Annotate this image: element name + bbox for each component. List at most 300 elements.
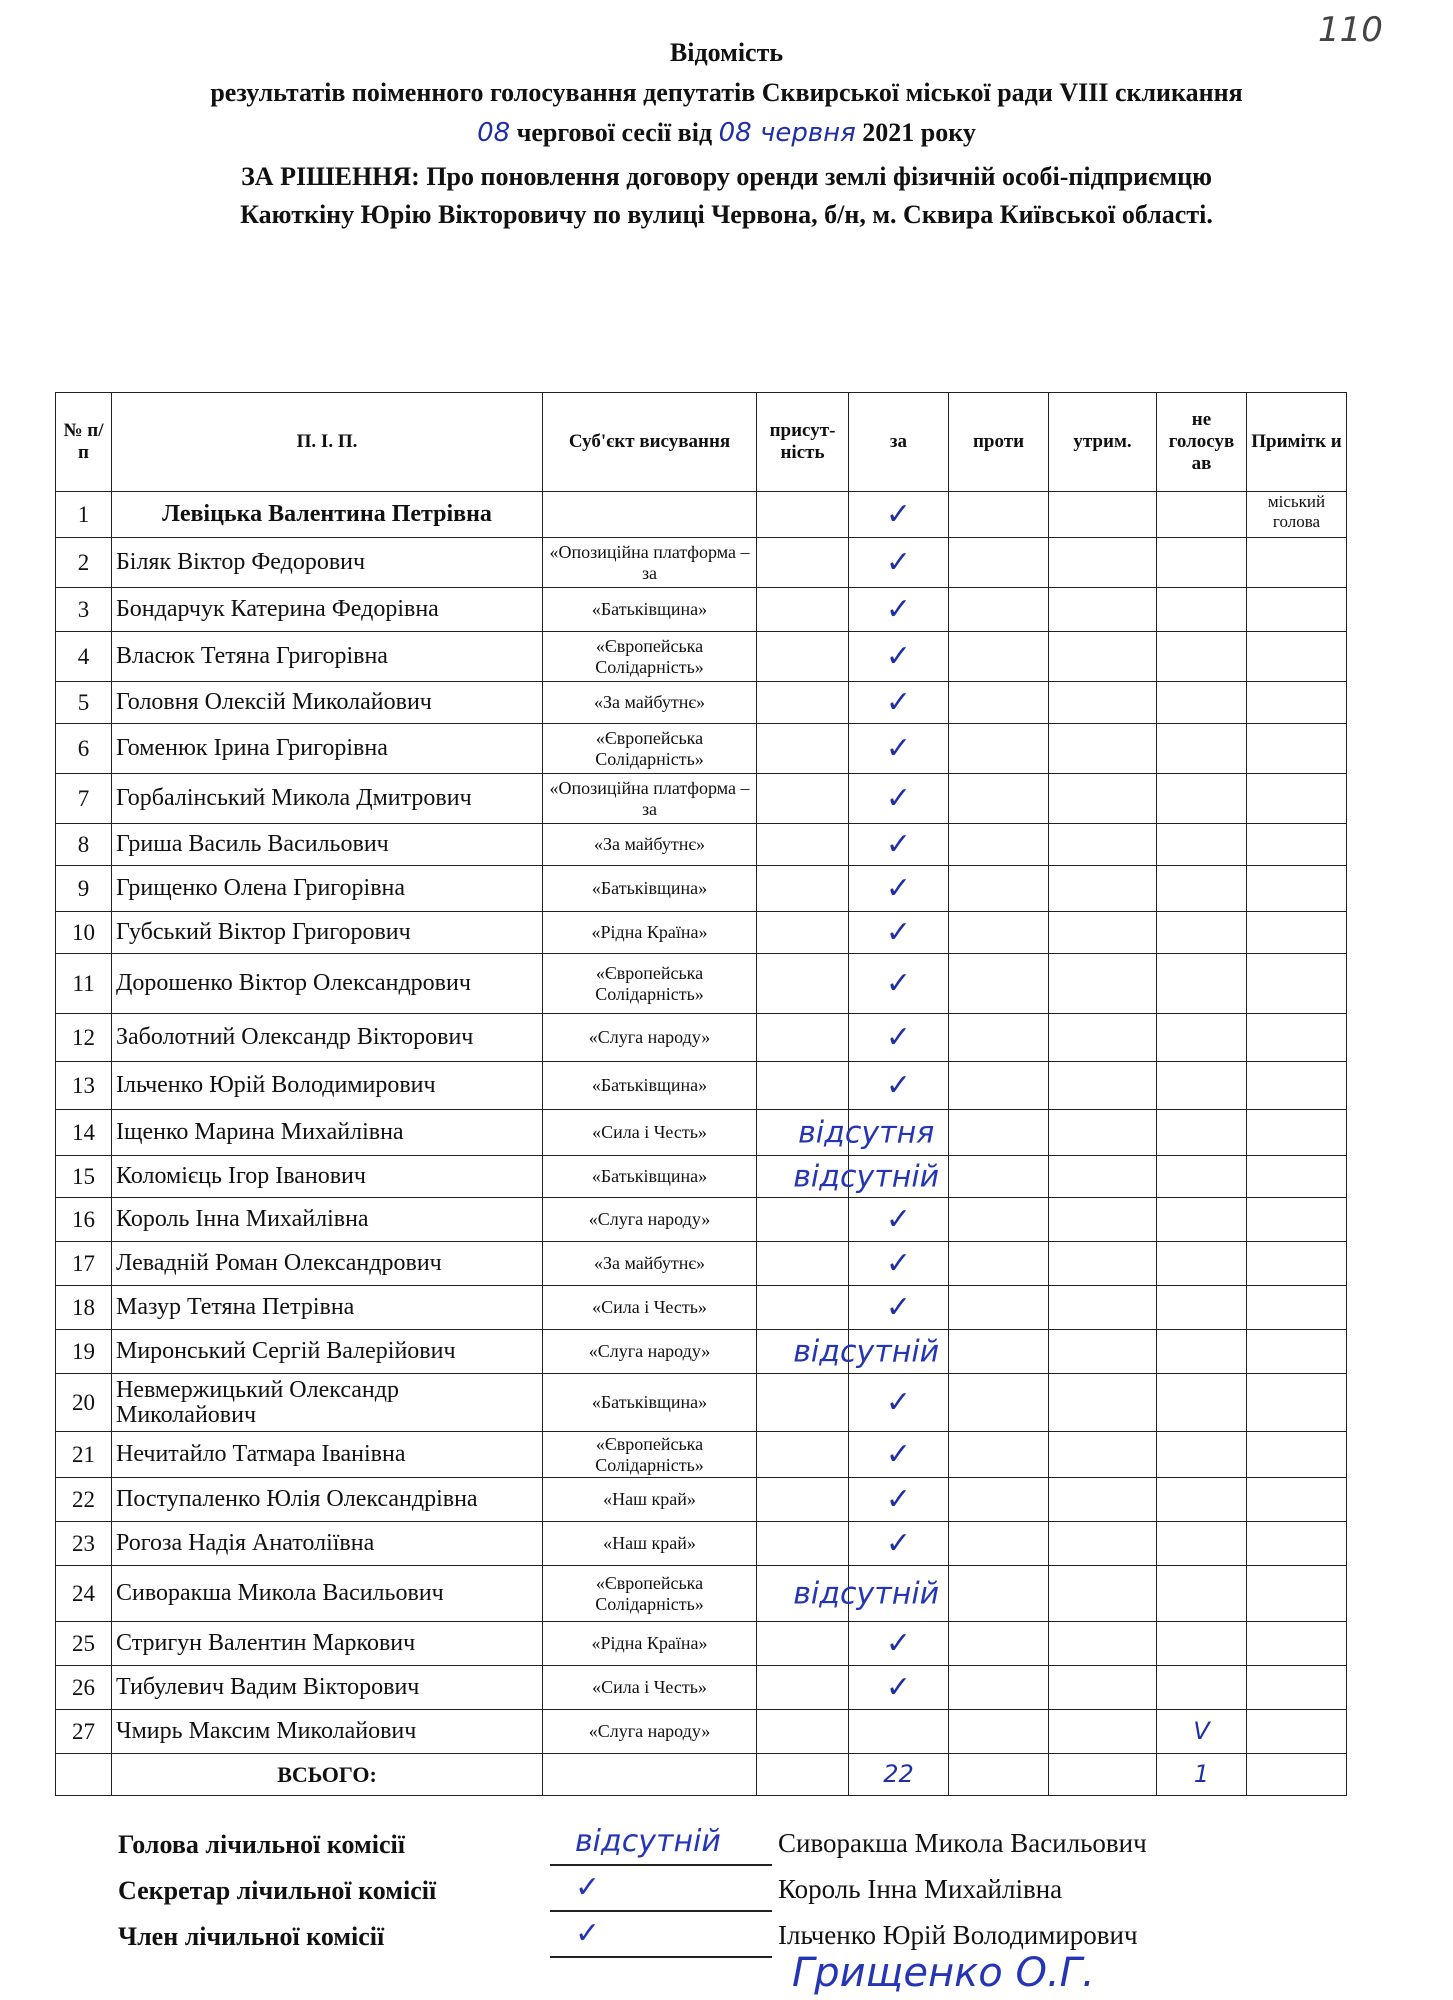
vote-for-cell <box>849 724 949 774</box>
row-number: 17 <box>56 1242 112 1286</box>
commission-role: Член лічильної комісії <box>118 1922 385 1951</box>
deputy-name: Левадній Роман Олександрович <box>112 1242 543 1286</box>
notes-cell <box>1247 912 1347 954</box>
row-number: 22 <box>56 1478 112 1522</box>
notes-cell <box>1247 1110 1347 1156</box>
col-header-against: проти <box>949 393 1049 492</box>
vote-table <box>55 392 1347 1796</box>
commission-signature: ✓ <box>575 1870 601 1905</box>
table-row <box>56 1710 1347 1754</box>
presence-cell <box>757 632 849 682</box>
signature-mark: ✓ <box>885 1626 912 1661</box>
not-voted-cell <box>1157 824 1247 866</box>
presence-cell <box>757 1522 849 1566</box>
signature-mark: ✓ <box>885 1068 912 1103</box>
vote-abstain-cell <box>1049 774 1157 824</box>
vote-for-cell <box>849 1522 949 1566</box>
table-row <box>56 1110 1347 1156</box>
vote-abstain-cell <box>1049 1286 1157 1330</box>
notes-cell <box>1247 1242 1347 1286</box>
commission-role: Секретар лічильної комісії <box>118 1876 437 1905</box>
row-number: 12 <box>56 1014 112 1062</box>
vote-abstain-cell <box>1049 1062 1157 1110</box>
deputy-name: Головня Олексій Миколайович <box>112 682 543 724</box>
nominating-party: «Сила і Честь» <box>543 1110 757 1156</box>
nominating-party: «Батьківщина» <box>543 588 757 632</box>
notes-cell <box>1247 954 1347 1014</box>
vote-against-cell <box>949 954 1049 1014</box>
extra-handwritten-signature: Грищенко О.Г. <box>792 1950 1095 1996</box>
nominating-party: «Батьківщина» <box>543 1156 757 1198</box>
signature-mark: ✓ <box>885 1526 912 1561</box>
table-row <box>56 866 1347 912</box>
deputy-name: Губський Віктор Григорович <box>112 912 543 954</box>
row-number: 5 <box>56 682 112 724</box>
notes-cell <box>1247 774 1347 824</box>
table-header-row <box>56 393 1347 492</box>
vote-for-cell <box>849 1432 949 1478</box>
notes-cell <box>1247 1666 1347 1710</box>
not-voted-cell <box>1157 588 1247 632</box>
commission-member-name: Король Інна Михайлівна <box>778 1874 1063 1904</box>
presence-cell <box>757 1242 849 1286</box>
vote-against-cell <box>949 492 1049 538</box>
col-header-name: П. І. П. <box>112 393 543 492</box>
vote-abstain-cell <box>1049 1666 1157 1710</box>
vote-abstain-cell <box>1049 1330 1157 1374</box>
vote-against-cell <box>949 1110 1049 1156</box>
presence-cell <box>757 1432 849 1478</box>
deputy-name: Біляк Віктор Федорович <box>112 538 543 588</box>
signature-mark: ✓ <box>885 1246 912 1281</box>
row-number: 10 <box>56 912 112 954</box>
signature-mark: ✓ <box>885 1202 912 1237</box>
vote-against-cell <box>949 1522 1049 1566</box>
row-number: 19 <box>56 1330 112 1374</box>
not-voted-cell <box>1157 538 1247 588</box>
row-number: 20 <box>56 1374 112 1432</box>
vote-against-cell <box>949 824 1049 866</box>
row-number: 11 <box>56 954 112 1014</box>
notes-cell <box>1247 1566 1347 1622</box>
vote-abstain-cell <box>1049 1014 1157 1062</box>
notes-cell <box>1247 538 1347 588</box>
vote-against-cell <box>949 866 1049 912</box>
not-voted-cell <box>1157 1522 1247 1566</box>
table-row <box>56 1622 1347 1666</box>
deputy-name: Іщенко Марина Михайлівна <box>112 1110 543 1156</box>
notes-cell: міський голова <box>1247 492 1347 538</box>
nominating-party: «За майбутнє» <box>543 1242 757 1286</box>
col-header-for: за <box>849 393 949 492</box>
signature-mark: ✓ <box>885 1385 912 1420</box>
vote-against-cell <box>949 1566 1049 1622</box>
presence-cell <box>757 1622 849 1666</box>
vote-abstain-cell <box>1049 866 1157 912</box>
presence-cell <box>757 954 849 1014</box>
vote-against-cell <box>949 1286 1049 1330</box>
deputy-name: Грищенко Олена Григорівна <box>112 866 543 912</box>
col-header-presence: присут-ність <box>757 393 849 492</box>
absent-note: відсутня <box>798 1115 935 1150</box>
decision-line-2: Каюткіну Юрію Вікторовичу по вулиці Червона, б/н, м. Сквира Київської області. <box>240 200 1213 229</box>
vote-abstain-cell <box>1049 824 1157 866</box>
vote-abstain-cell <box>1049 912 1157 954</box>
not-voted-cell <box>1157 632 1247 682</box>
signature-mark: ✓ <box>885 871 912 906</box>
nominating-party: «Батьківщина» <box>543 1374 757 1432</box>
vote-abstain-cell <box>1049 588 1157 632</box>
presence-cell <box>757 1198 849 1242</box>
notes-cell <box>1247 1374 1347 1432</box>
nominating-party: «Наш край» <box>543 1522 757 1566</box>
presence-cell <box>757 1710 849 1754</box>
presence-cell <box>757 1062 849 1110</box>
col-header-party: Суб'єкт висування <box>543 393 757 492</box>
deputy-name: Горбалінський Микола Дмитрович <box>112 774 543 824</box>
vote-against-cell <box>949 588 1049 632</box>
notes-cell <box>1247 1522 1347 1566</box>
absent-note: відсутній <box>793 1334 940 1369</box>
presence-cell <box>757 1374 849 1432</box>
vote-abstain-cell <box>1049 1198 1157 1242</box>
not-voted-cell <box>1157 866 1247 912</box>
presence-cell <box>757 774 849 824</box>
vote-abstain-cell <box>1049 1110 1157 1156</box>
vote-against-cell <box>949 538 1049 588</box>
presence-cell <box>757 866 849 912</box>
table-row <box>56 1478 1347 1522</box>
vote-abstain-cell <box>1049 1374 1157 1432</box>
page-number: 110 <box>1318 10 1383 50</box>
signature-mark: ✓ <box>885 781 912 816</box>
row-number: 2 <box>56 538 112 588</box>
table-row <box>56 492 1347 538</box>
not-voted-cell <box>1157 1156 1247 1198</box>
presence-cell <box>757 492 849 538</box>
vote-for-cell <box>849 538 949 588</box>
nominating-party: «Європейська Солідарність» <box>543 1432 757 1478</box>
table-row <box>56 1330 1347 1374</box>
vote-abstain-cell <box>1049 682 1157 724</box>
not-voted-cell <box>1157 492 1247 538</box>
row-number: 23 <box>56 1522 112 1566</box>
vote-against-cell <box>949 1666 1049 1710</box>
notes-cell <box>1247 1062 1347 1110</box>
row-number: 16 <box>56 1198 112 1242</box>
nominating-party: «Сила і Честь» <box>543 1286 757 1330</box>
vote-abstain-cell <box>1049 724 1157 774</box>
table-row <box>56 912 1347 954</box>
vote-abstain-cell <box>1049 1478 1157 1522</box>
session-mid: чергової сесії від <box>516 118 713 147</box>
notes-cell <box>1247 866 1347 912</box>
deputy-name: Коломієць Ігор Іванович <box>112 1156 543 1198</box>
deputy-name: Нечитайло Татмара Іванівна <box>112 1432 543 1478</box>
vote-for-cell <box>849 1710 949 1754</box>
nominating-party: «Слуга народу» <box>543 1330 757 1374</box>
row-number: 4 <box>56 632 112 682</box>
vote-for-cell <box>849 1242 949 1286</box>
notes-cell <box>1247 824 1347 866</box>
col-header-number: № п/п <box>56 393 112 492</box>
notes-cell <box>1247 1710 1347 1754</box>
not-voted-cell <box>1157 1374 1247 1432</box>
table-row <box>56 1566 1347 1622</box>
vote-abstain-cell <box>1049 954 1157 1014</box>
nominating-party: «Європейська Солідарність» <box>543 724 757 774</box>
session-suffix: 2021 року <box>862 118 976 147</box>
table-row <box>56 1062 1347 1110</box>
nominating-party: «Наш край» <box>543 1478 757 1522</box>
presence-cell <box>757 588 849 632</box>
notes-cell <box>1247 588 1347 632</box>
vote-against-cell <box>949 1478 1049 1522</box>
row-number: 14 <box>56 1110 112 1156</box>
vote-for-cell <box>849 1374 949 1432</box>
not-voted-cell <box>1157 1110 1247 1156</box>
vote-abstain-cell <box>1049 1622 1157 1666</box>
absent-note: відсутній <box>793 1576 940 1611</box>
deputy-name: Бондарчук Катерина Федорівна <box>112 588 543 632</box>
commission-role: Голова лічильної комісії <box>118 1830 405 1859</box>
vote-abstain-cell <box>1049 1432 1157 1478</box>
signature-mark: ✓ <box>885 915 912 950</box>
vote-for-cell <box>849 1286 949 1330</box>
table-row <box>56 954 1347 1014</box>
table-row <box>56 1522 1347 1566</box>
vote-abstain-cell <box>1049 492 1157 538</box>
vote-against-cell <box>949 1198 1049 1242</box>
commission-signature: ✓ <box>575 1916 601 1951</box>
signature-line <box>550 1864 772 1866</box>
vote-abstain-cell <box>1049 1566 1157 1622</box>
not-voted-cell <box>1157 1666 1247 1710</box>
not-voted-cell <box>1157 1062 1247 1110</box>
deputy-name: Гриша Василь Васильович <box>112 824 543 866</box>
nominating-party: «Рідна Країна» <box>543 912 757 954</box>
vote-for-cell <box>849 824 949 866</box>
vote-for-cell <box>849 1478 949 1522</box>
vote-for-cell <box>849 1014 949 1062</box>
session-line <box>0 118 1453 148</box>
deputy-name: Мазур Тетяна Петрівна <box>112 1286 543 1330</box>
row-number: 8 <box>56 824 112 866</box>
document-subtitle: результатів поіменного голосування депутатів Сквирської міської ради VIII скликання <box>210 78 1243 107</box>
not-voted-cell <box>1157 1622 1247 1666</box>
nominating-party <box>543 492 757 538</box>
not-voted-cell <box>1157 724 1247 774</box>
signature-mark: ✓ <box>885 1290 912 1325</box>
table-row <box>56 1198 1347 1242</box>
row-number: 27 <box>56 1710 112 1754</box>
deputy-name: Стригун Валентин Маркович <box>112 1622 543 1666</box>
col-header-notes: Примітк и <box>1247 393 1347 492</box>
commission-signature: відсутній <box>575 1824 721 1859</box>
notes-cell <box>1247 682 1347 724</box>
not-voted-cell <box>1157 1286 1247 1330</box>
not-voted-cell <box>1157 1014 1247 1062</box>
deputy-name: Левіцька Валентина Петрівна <box>112 492 543 538</box>
presence-cell <box>757 682 849 724</box>
total-for: 22 <box>883 1760 914 1788</box>
vote-against-cell <box>949 1432 1049 1478</box>
row-number: 1 <box>56 492 112 538</box>
row-number: 15 <box>56 1156 112 1198</box>
signature-mark: ✓ <box>885 1482 912 1517</box>
nominating-party: «Європейська Солідарність» <box>543 954 757 1014</box>
vote-abstain-cell <box>1049 538 1157 588</box>
vote-for-cell <box>849 492 949 538</box>
deputy-name: Король Інна Михайлівна <box>112 1198 543 1242</box>
row-number: 18 <box>56 1286 112 1330</box>
col-header-not-voted: не голосув ав <box>1157 393 1247 492</box>
vote-against-cell <box>949 1330 1049 1374</box>
deputy-name: Ільченко Юрій Володимирович <box>112 1062 543 1110</box>
table-row <box>56 588 1347 632</box>
vote-for-cell <box>849 632 949 682</box>
nominating-party: «Європейська Солідарність» <box>543 1566 757 1622</box>
nominating-party: «Слуга народу» <box>543 1198 757 1242</box>
vote-against-cell <box>949 1156 1049 1198</box>
nominating-party: «Сила і Честь» <box>543 1666 757 1710</box>
vote-abstain-cell <box>1049 632 1157 682</box>
vote-for-cell <box>849 774 949 824</box>
total-label: ВСЬОГО: <box>112 1754 543 1796</box>
vote-for-cell <box>849 588 949 632</box>
not-voted-cell <box>1157 774 1247 824</box>
deputy-name: Рогоза Надія Анатоліївна <box>112 1522 543 1566</box>
nominating-party: «Рідна Країна» <box>543 1622 757 1666</box>
col-header-abstain: утрим. <box>1049 393 1157 492</box>
nominating-party: «Слуга народу» <box>543 1710 757 1754</box>
nominating-party: «Опозиційна платформа – за <box>543 538 757 588</box>
nominating-party: «Опозиційна платформа – за <box>543 774 757 824</box>
notes-cell <box>1247 1156 1347 1198</box>
presence-cell <box>757 1566 940 1622</box>
signature-mark: ✓ <box>885 592 912 627</box>
deputy-name: Гоменюк Ірина Григорівна <box>112 724 543 774</box>
vote-abstain-cell <box>1049 1710 1157 1754</box>
vote-against-cell <box>949 724 1049 774</box>
nominating-party: «Батьківщина» <box>543 866 757 912</box>
deputy-name: Миронський Сергій Валерійович <box>112 1330 543 1374</box>
session-number: 08 <box>477 118 511 148</box>
vote-against-cell <box>949 1062 1049 1110</box>
not-voted-cell <box>1157 1710 1247 1754</box>
row-number: 21 <box>56 1432 112 1478</box>
signature-line <box>550 1956 772 1958</box>
deputy-name: Власюк Тетяна Григорівна <box>112 632 543 682</box>
notes-cell <box>1247 632 1347 682</box>
notes-cell <box>1247 724 1347 774</box>
table-row <box>56 632 1347 682</box>
nominating-party: «Батьківщина» <box>543 1062 757 1110</box>
not-voted-mark: V <box>1193 1717 1210 1745</box>
presence-cell <box>757 1110 935 1156</box>
vote-against-cell <box>949 632 1049 682</box>
absent-note: відсутній <box>793 1159 940 1194</box>
document-title: Відомість <box>669 38 784 67</box>
nominating-party: «За майбутнє» <box>543 682 757 724</box>
vote-against-cell <box>949 682 1049 724</box>
table-row <box>56 1242 1347 1286</box>
table-row <box>56 724 1347 774</box>
row-number: 9 <box>56 866 112 912</box>
notes-cell <box>1247 1478 1347 1522</box>
vote-abstain-cell <box>1049 1522 1157 1566</box>
table-row <box>56 1374 1347 1432</box>
signature-line <box>550 1910 772 1912</box>
row-number: 6 <box>56 724 112 774</box>
vote-for-cell <box>849 1666 949 1710</box>
notes-cell <box>1247 1622 1347 1666</box>
table-row <box>56 774 1347 824</box>
not-voted-cell <box>1157 1478 1247 1522</box>
deputy-name: Чмирь Максим Миколайович <box>112 1710 543 1754</box>
table-row <box>56 1286 1347 1330</box>
row-number: 7 <box>56 774 112 824</box>
row-number: 24 <box>56 1566 112 1622</box>
commission-member-name: Сиворакша Микола Васильович <box>778 1828 1147 1858</box>
table-row <box>56 1666 1347 1710</box>
deputy-name: Тибулевич Вадим Вікторович <box>112 1666 543 1710</box>
vote-for-cell <box>849 1622 949 1666</box>
not-voted-cell <box>1157 1330 1247 1374</box>
signature-mark: ✓ <box>885 827 912 862</box>
signature-mark: ✓ <box>885 731 912 766</box>
commission-member-name: Ільченко Юрій Володимирович <box>778 1920 1138 1950</box>
vote-against-cell <box>949 1242 1049 1286</box>
deputy-name: Невмержицький Олександр Миколайович <box>112 1374 543 1432</box>
not-voted-cell <box>1157 1198 1247 1242</box>
presence-cell <box>757 724 849 774</box>
decision-line-1: ЗА РІШЕННЯ: Про поновлення договору оренди землі фізичній особі-підприємцю <box>241 162 1212 191</box>
deputy-name: Дорошенко Віктор Олександрович <box>112 954 543 1014</box>
table-row <box>56 1014 1347 1062</box>
vote-abstain-cell <box>1049 1156 1157 1198</box>
notes-cell <box>1247 1014 1347 1062</box>
row-number: 26 <box>56 1666 112 1710</box>
session-date: 08 червня <box>718 118 856 148</box>
vote-for-cell <box>849 954 949 1014</box>
signature-mark: ✓ <box>885 1437 912 1472</box>
vote-for-cell <box>849 1062 949 1110</box>
vote-for-cell <box>849 866 949 912</box>
notes-cell <box>1247 1432 1347 1478</box>
signature-mark: ✓ <box>885 545 912 580</box>
total-row <box>56 1754 1347 1796</box>
row-number: 25 <box>56 1622 112 1666</box>
not-voted-cell <box>1157 912 1247 954</box>
vote-for-cell <box>849 682 949 724</box>
vote-against-cell <box>949 1622 1049 1666</box>
nominating-party: «За майбутнє» <box>543 824 757 866</box>
presence-cell <box>757 1478 849 1522</box>
not-voted-cell <box>1157 954 1247 1014</box>
not-voted-cell <box>1157 682 1247 724</box>
presence-cell <box>757 1286 849 1330</box>
row-number: 13 <box>56 1062 112 1110</box>
signature-mark: ✓ <box>885 1670 912 1705</box>
signature-mark: ✓ <box>885 966 912 1001</box>
vote-against-cell <box>949 774 1049 824</box>
presence-cell <box>757 538 849 588</box>
row-number: 3 <box>56 588 112 632</box>
not-voted-cell <box>1157 1566 1247 1622</box>
vote-abstain-cell <box>1049 1242 1157 1286</box>
table-row <box>56 1432 1347 1478</box>
